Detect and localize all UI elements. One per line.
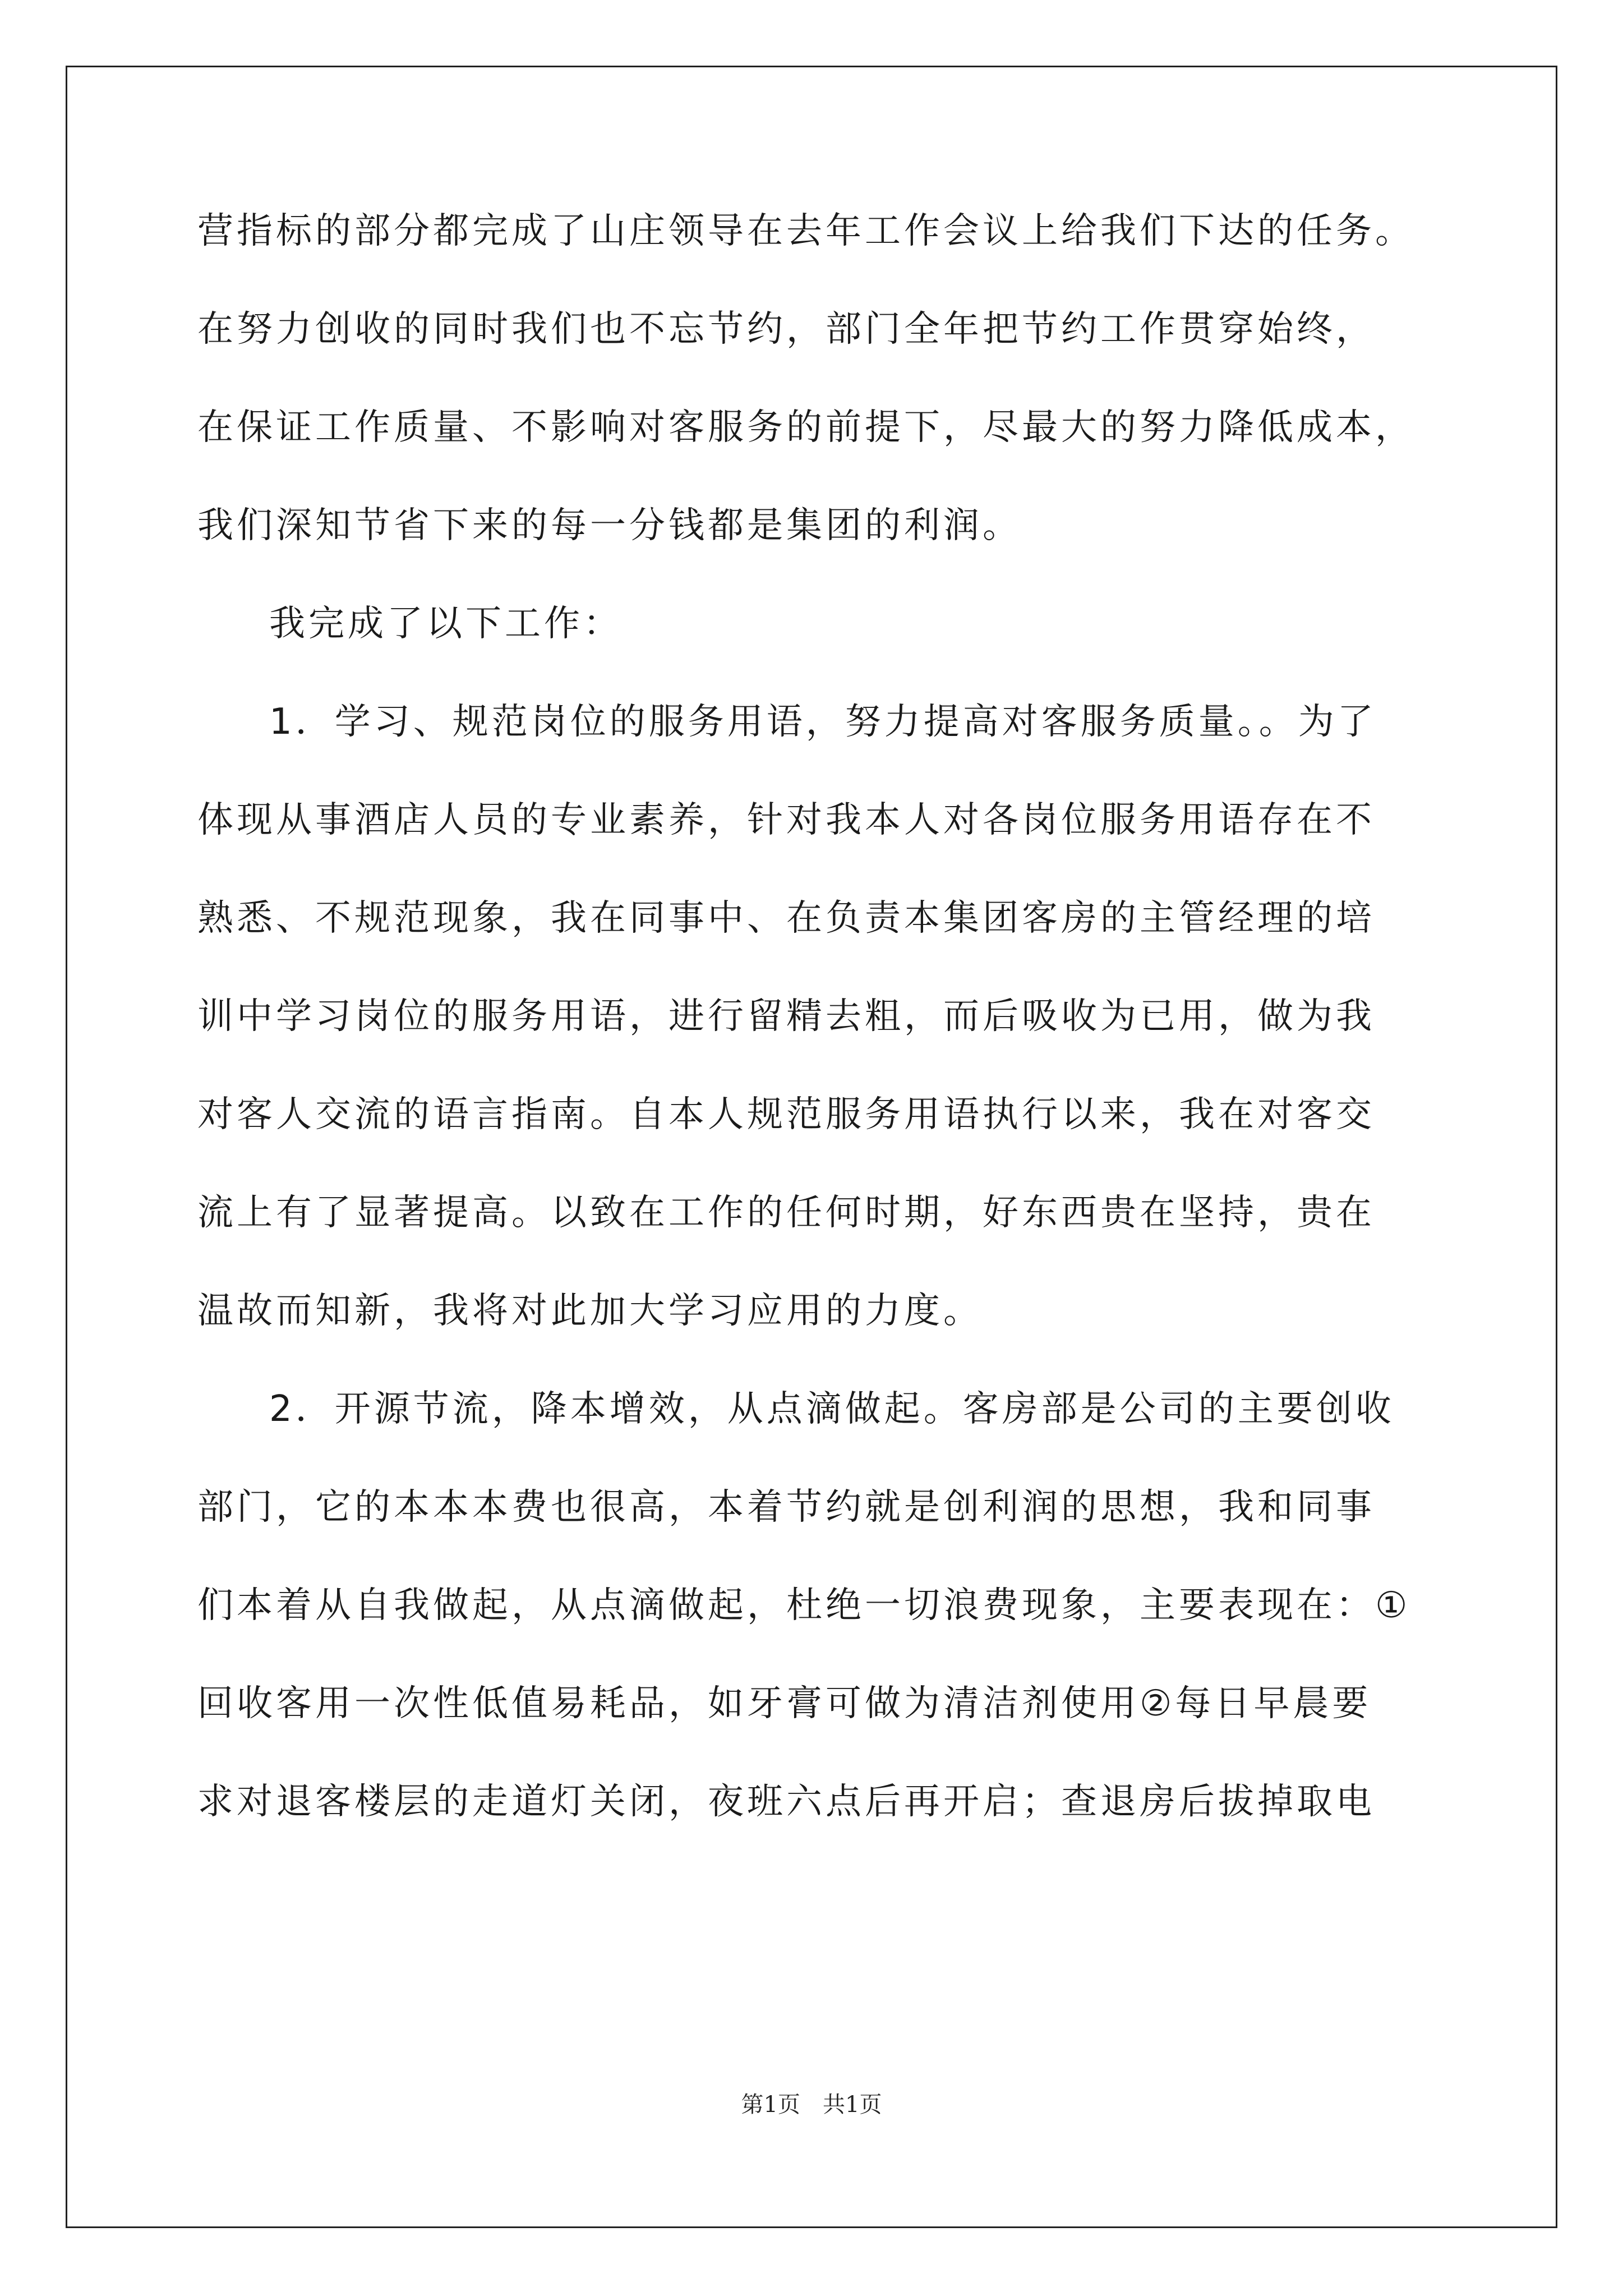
- text-line: 求对退客楼层的走道灯关闭，夜班六点后再开启；查退房后拔掉取电: [197, 1781, 1375, 1823]
- text-line: 对客人交流的语言指南。自本人规范服务用语执行以来，我在对客交: [197, 1094, 1375, 1135]
- text-line: 在努力创收的同时我们也不忘节约，部门全年把节约工作贯穿始终，: [197, 309, 1375, 350]
- text-line: 2．开源节流，降本增效，从点滴做起。客房部是公司的主要创收: [269, 1388, 1395, 1430]
- text-line: 回收客用一次性低值易耗品，如牙膏可做为清洁剂使用②每日早晨要: [197, 1683, 1372, 1724]
- text-line: 们本着从自我做起，从点滴做起，杜绝一切浪费现象，主要表现在：①: [197, 1585, 1411, 1626]
- paragraph-heading: 我完成了以下工作：: [269, 603, 623, 645]
- text-line: 部门，它的本本本费也很高，本着节约就是创利润的思想，我和同事: [197, 1487, 1375, 1528]
- text-line: 1．学习、规范岗位的服务用语，努力提高对客服务质量。。为了: [269, 701, 1377, 743]
- text-line: 在保证工作质量、不影响对客服务的前提下，尽最大的努力降低成本，: [197, 407, 1414, 448]
- text-line: 训中学习岗位的服务用语，进行留精去粗，而后吸收为已用，做为我: [197, 996, 1375, 1037]
- text-line: 营指标的部分都完成了山庄领导在去年工作会议上给我们下达的任务。: [197, 210, 1414, 252]
- text-line: 我们深知节省下来的每一分钱都是集团的利润。: [197, 505, 1022, 546]
- text-line: 熟悉、不规范现象，我在同事中、在负责本集团客房的主管经理的培: [197, 898, 1375, 939]
- text-line: 温故而知新，我将对此加大学习应用的力度。: [197, 1290, 983, 1332]
- text-line: 流上有了显著提高。以致在工作的任何时期，好东西贵在坚持，贵在: [197, 1192, 1375, 1234]
- text-line: 体现从事酒店人员的专业素养，针对我本人对各岗位服务用语存在不: [197, 799, 1375, 841]
- page-footer: 第1页 共1页: [741, 2092, 882, 2118]
